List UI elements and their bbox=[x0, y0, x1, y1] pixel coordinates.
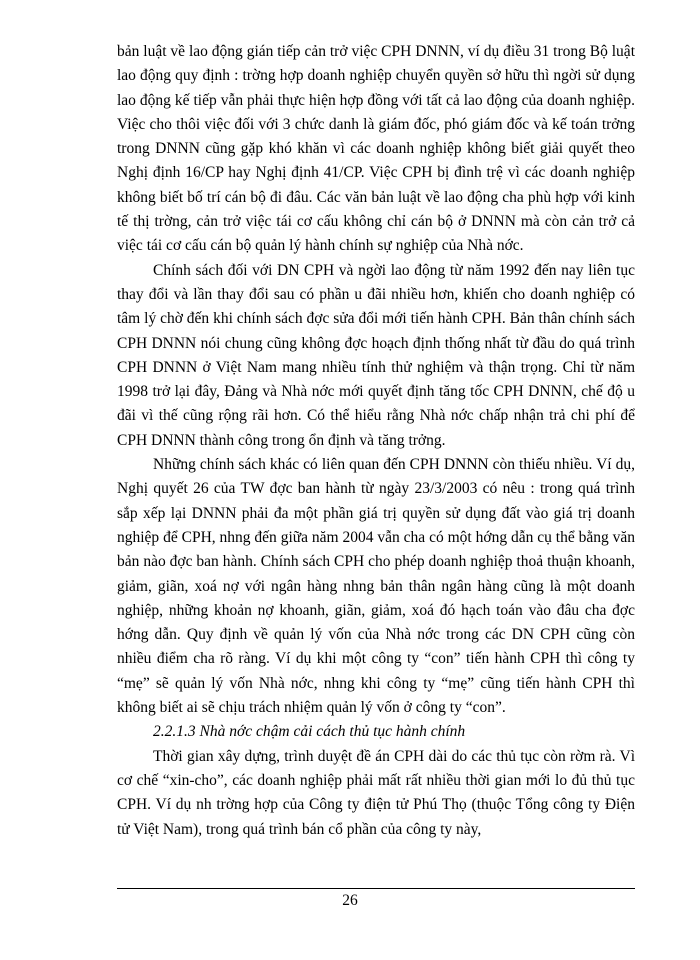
paragraph-policy-changes: Chính sách đối với DN CPH và ngời lao động từ năm 1992 đến nay liên tục thay đổi và lần thay đổi sau có phần u đãi nhiều hơn, khiến cho doanh nghiệp có tâm lý chờ đến khi chính sách đợc sửa đổi mới tiến hành CPH. Bản thân chính sách CPH DNNN nói chung cũng không đợc hoạch định thống nhất từ đầu do quá trình CPH DNNN ở Việt Nam mang nhiều tính thử nghiệm và thận trọng. Chỉ từ năm 1998 trở lại đây, Đảng và Nhà nớc mới quyết định tăng tốc CPH DNNN, chế độ u đãi vì thế cũng rộng rãi hơn. Có thể hiểu rằng Nhà nớc chấp nhận trả chi phí để CPH DNNN thành công trong ổn định và tăng trởng. bbox=[117, 261, 635, 449]
page-number: 26 bbox=[342, 892, 358, 909]
paragraph-labor-law: bản luật về lao động gián tiếp cản trở việc CPH DNNN, ví dụ điều 31 trong Bộ luật lao động quy định : trờng hợp doanh nghiệp chuyển quyền sở hữu thì ngời sử dụng lao động kế tiếp vẫn phải thực hiện hợp đồng với tất cả lao động của doanh nghiệp. Việc cho thôi việc đối với 3 chức danh là giám đốc, phó giám đốc và kế toán trởng trong DNNN cũng gặp khó khăn vì các doanh nghiệp không biết giải quyết theo Nghị định 16/CP hay Nghị định 41/CP. Việc CPH bị đình trệ vì các doanh nghiệp không biết bố trí cán bộ đi đâu. Các văn bản luật về lao động cha phù hợp với kinh tế thị trờng, cản trở việc tái cơ cấu không chỉ cán bộ ở DNNN mà còn cản trở cả việc tái cơ cấu cán bộ quản lý hành chính sự nghiệp của Nhà nớc. bbox=[117, 43, 635, 255]
paragraph-admin-procedures: Thời gian xây dựng, trình duyệt đề án CPH dài do các thủ tục còn rờm rà. Vì cơ chế “xin-cho”, các doanh nghiệp phải mất rất nhiều thời gian mới lo đủ thủ tục CPH. Ví dụ nh trờng hợp của Công ty điện tử Phú Thọ (thuộc Tổng công ty Điện tử Việt Nam), trong quá trình bán cổ phần của công ty này, bbox=[117, 747, 635, 838]
body-text bbox=[117, 40, 635, 842]
paragraph-other-policies: Những chính sách khác có liên quan đến CPH DNNN còn thiếu nhiều. Ví dụ, Nghị quyết 26 của TW đợc ban hành từ ngày 23/3/2003 có nêu : trong quá trình sắp xếp lại DNNN phải đa một phần giá trị quyền sử dụng đất vào giá trị doanh nghiệp để CPH, nhng đến giữa năm 2004 vẫn cha có một hớng dẫn cụ thể bằng văn bản nào đợc ban hành. Chính sách CPH cho phép doanh nghiệp thoả thuận khoanh, giảm, giãn, xoá nợ với ngân hàng nhng bản thân ngân hàng cũng là một doanh nghiệp, những khoản nợ khoanh, giãn, giảm, xoá đó hạch toán vào đâu cha đợc hớng dẫn. Quy định về quản lý vốn của Nhà nớc trong các DN CPH cũng còn nhiều điểm cha rõ ràng. Ví dụ khi một công ty “con” tiến hành CPH thì công ty “mẹ” sẽ quản lý vốn Nhà nớc, nhng khi công ty “mẹ” cũng tiến hành CPH thì không biết ai sẽ chịu trách nhiệm quản lý vốn ở công ty “con”. bbox=[117, 456, 635, 717]
section-heading: 2.2.1.3 Nhà nớc chậm cải cách thủ tục hành chính bbox=[153, 723, 466, 741]
